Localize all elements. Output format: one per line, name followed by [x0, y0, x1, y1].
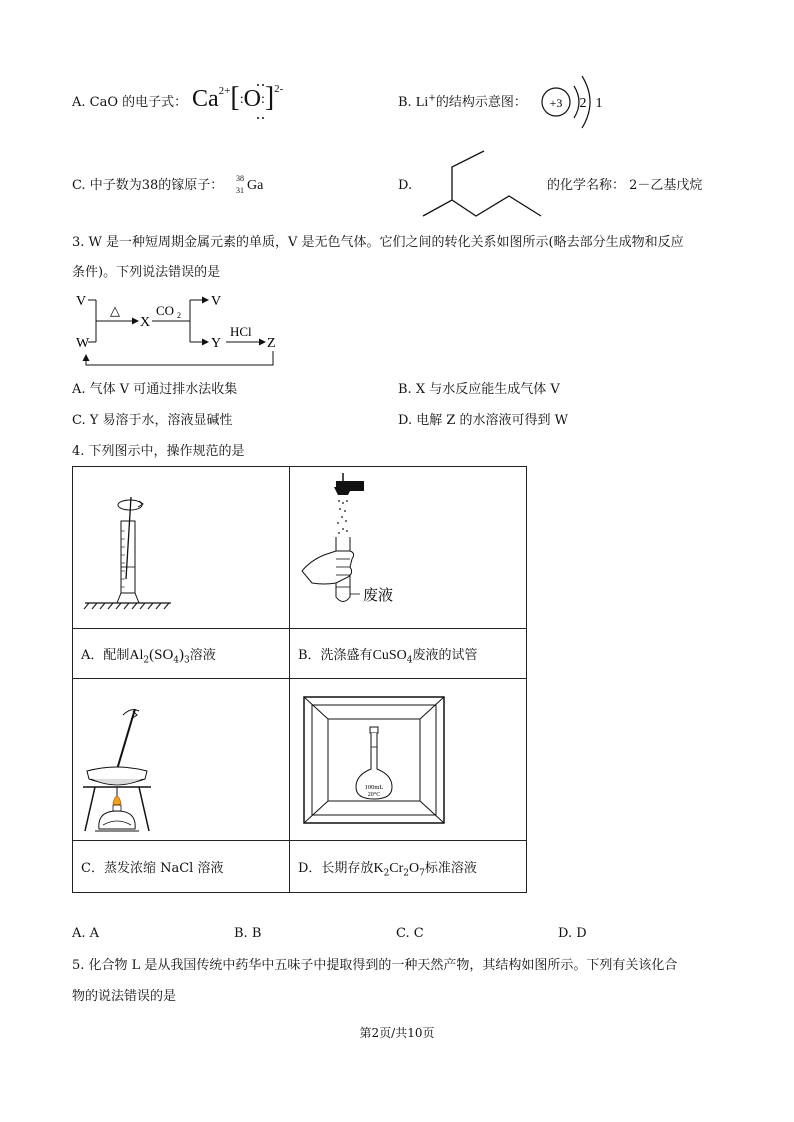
gallium-nuclide: 38 31 Ga: [236, 174, 264, 195]
page-number: 第2页/共10页: [359, 1026, 435, 1040]
species-v-product: V: [211, 294, 222, 309]
shell-1-electrons: 2: [579, 96, 587, 111]
species-w: W: [76, 336, 90, 351]
electron-dot: [262, 117, 264, 119]
q3-stem-line1: 3. W 是一种短周期金属元素的单质，V 是无色气体。它们之间的转化关系如图所示(略去部分生成物和反应: [72, 235, 684, 250]
q2-option-b-label: B. Li+的结构示意图：: [398, 93, 527, 110]
cell-d-caption: D．长期存放$K_2Cr_2O_7$标准溶液: [290, 841, 527, 893]
flask-volume: 100mL: [364, 784, 384, 791]
species-x: X: [140, 315, 151, 330]
reagent-co2-sub: 2: [177, 311, 181, 320]
reagent-hcl: HCl: [230, 324, 252, 339]
q3-option-c: C. Y 易溶于水，溶液显碱性: [72, 413, 233, 428]
q4-choice-c: C. C: [396, 926, 424, 941]
cell-a-caption: A．配制$Al_2(SO_4)_3$溶液: [73, 629, 290, 679]
q4-stem: 4. 下列图示中，操作规范的是: [72, 444, 245, 459]
q4-choice-a: A. A: [72, 926, 100, 941]
species-z: Z: [267, 336, 276, 351]
q4-choice-d: D. D: [558, 926, 587, 941]
shell-2-electrons: 1: [595, 96, 603, 111]
q3-option-a: A. 气体 V 可通过排水法收集: [72, 382, 238, 397]
electron-dot: [257, 117, 259, 119]
nucleus-charge: +3: [549, 96, 563, 110]
li-ion-structure-diagram: [538, 68, 608, 136]
electron-dot: [262, 84, 264, 86]
q2-option-d-name: 的化学名称： 2－乙基戊烷: [547, 178, 703, 193]
cell-b-caption: B．洗涤盛有CuSO$_4$废液的试管: [290, 629, 527, 679]
q3-stem-line2: 条件)。下列说法错误的是: [72, 265, 221, 280]
cell-a-image: [73, 467, 290, 629]
graduated-cylinder-illustration: [73, 467, 289, 624]
heat-symbol: △: [110, 304, 120, 319]
cell-c-caption: C．蒸发浓缩 NaCl 溶液: [73, 841, 290, 893]
q2-option-a-label: A. CaO 的电子式：: [72, 95, 188, 110]
q2-option-c-label: C. 中子数为38的镓原子：: [72, 178, 224, 193]
cell-d-image: [290, 679, 527, 841]
species-v: V: [76, 294, 87, 309]
q2-option-d-label: D.: [398, 178, 413, 193]
q5-stem-line1: 5. 化合物 L 是从我国传统中药华中五味子中提取得到的一种天然产物，其结构如图所示。下列有关该化合: [72, 958, 678, 973]
cell-c-image: [73, 679, 290, 841]
flask-temperature: 20°C: [367, 792, 381, 798]
test-tube-washing-illustration: [290, 467, 526, 624]
q3-option-b: B. X 与水反应能生成气体 V: [398, 382, 560, 397]
q5-stem-line2: 物的说法错误的是: [72, 989, 177, 1004]
operation-table: [72, 466, 527, 893]
reagent-co2: CO: [156, 303, 175, 318]
volumetric-flask-illustration: [290, 679, 526, 836]
species-y: Y: [211, 336, 222, 351]
conversion-scheme: [72, 289, 292, 369]
q3-option-d: D. 电解 Z 的水溶液可得到 W: [398, 413, 569, 428]
waste-liquid-label: 废液: [363, 586, 394, 604]
q4-choice-b: B. B: [234, 926, 262, 941]
skeletal-structure: [420, 150, 545, 220]
cell-b-image: [290, 467, 527, 629]
evaporation-illustration: [73, 679, 289, 836]
cao-electron-formula: $Ca^{2+}[:O:]^{2-}$: [192, 82, 284, 113]
electron-dot: [257, 84, 259, 86]
